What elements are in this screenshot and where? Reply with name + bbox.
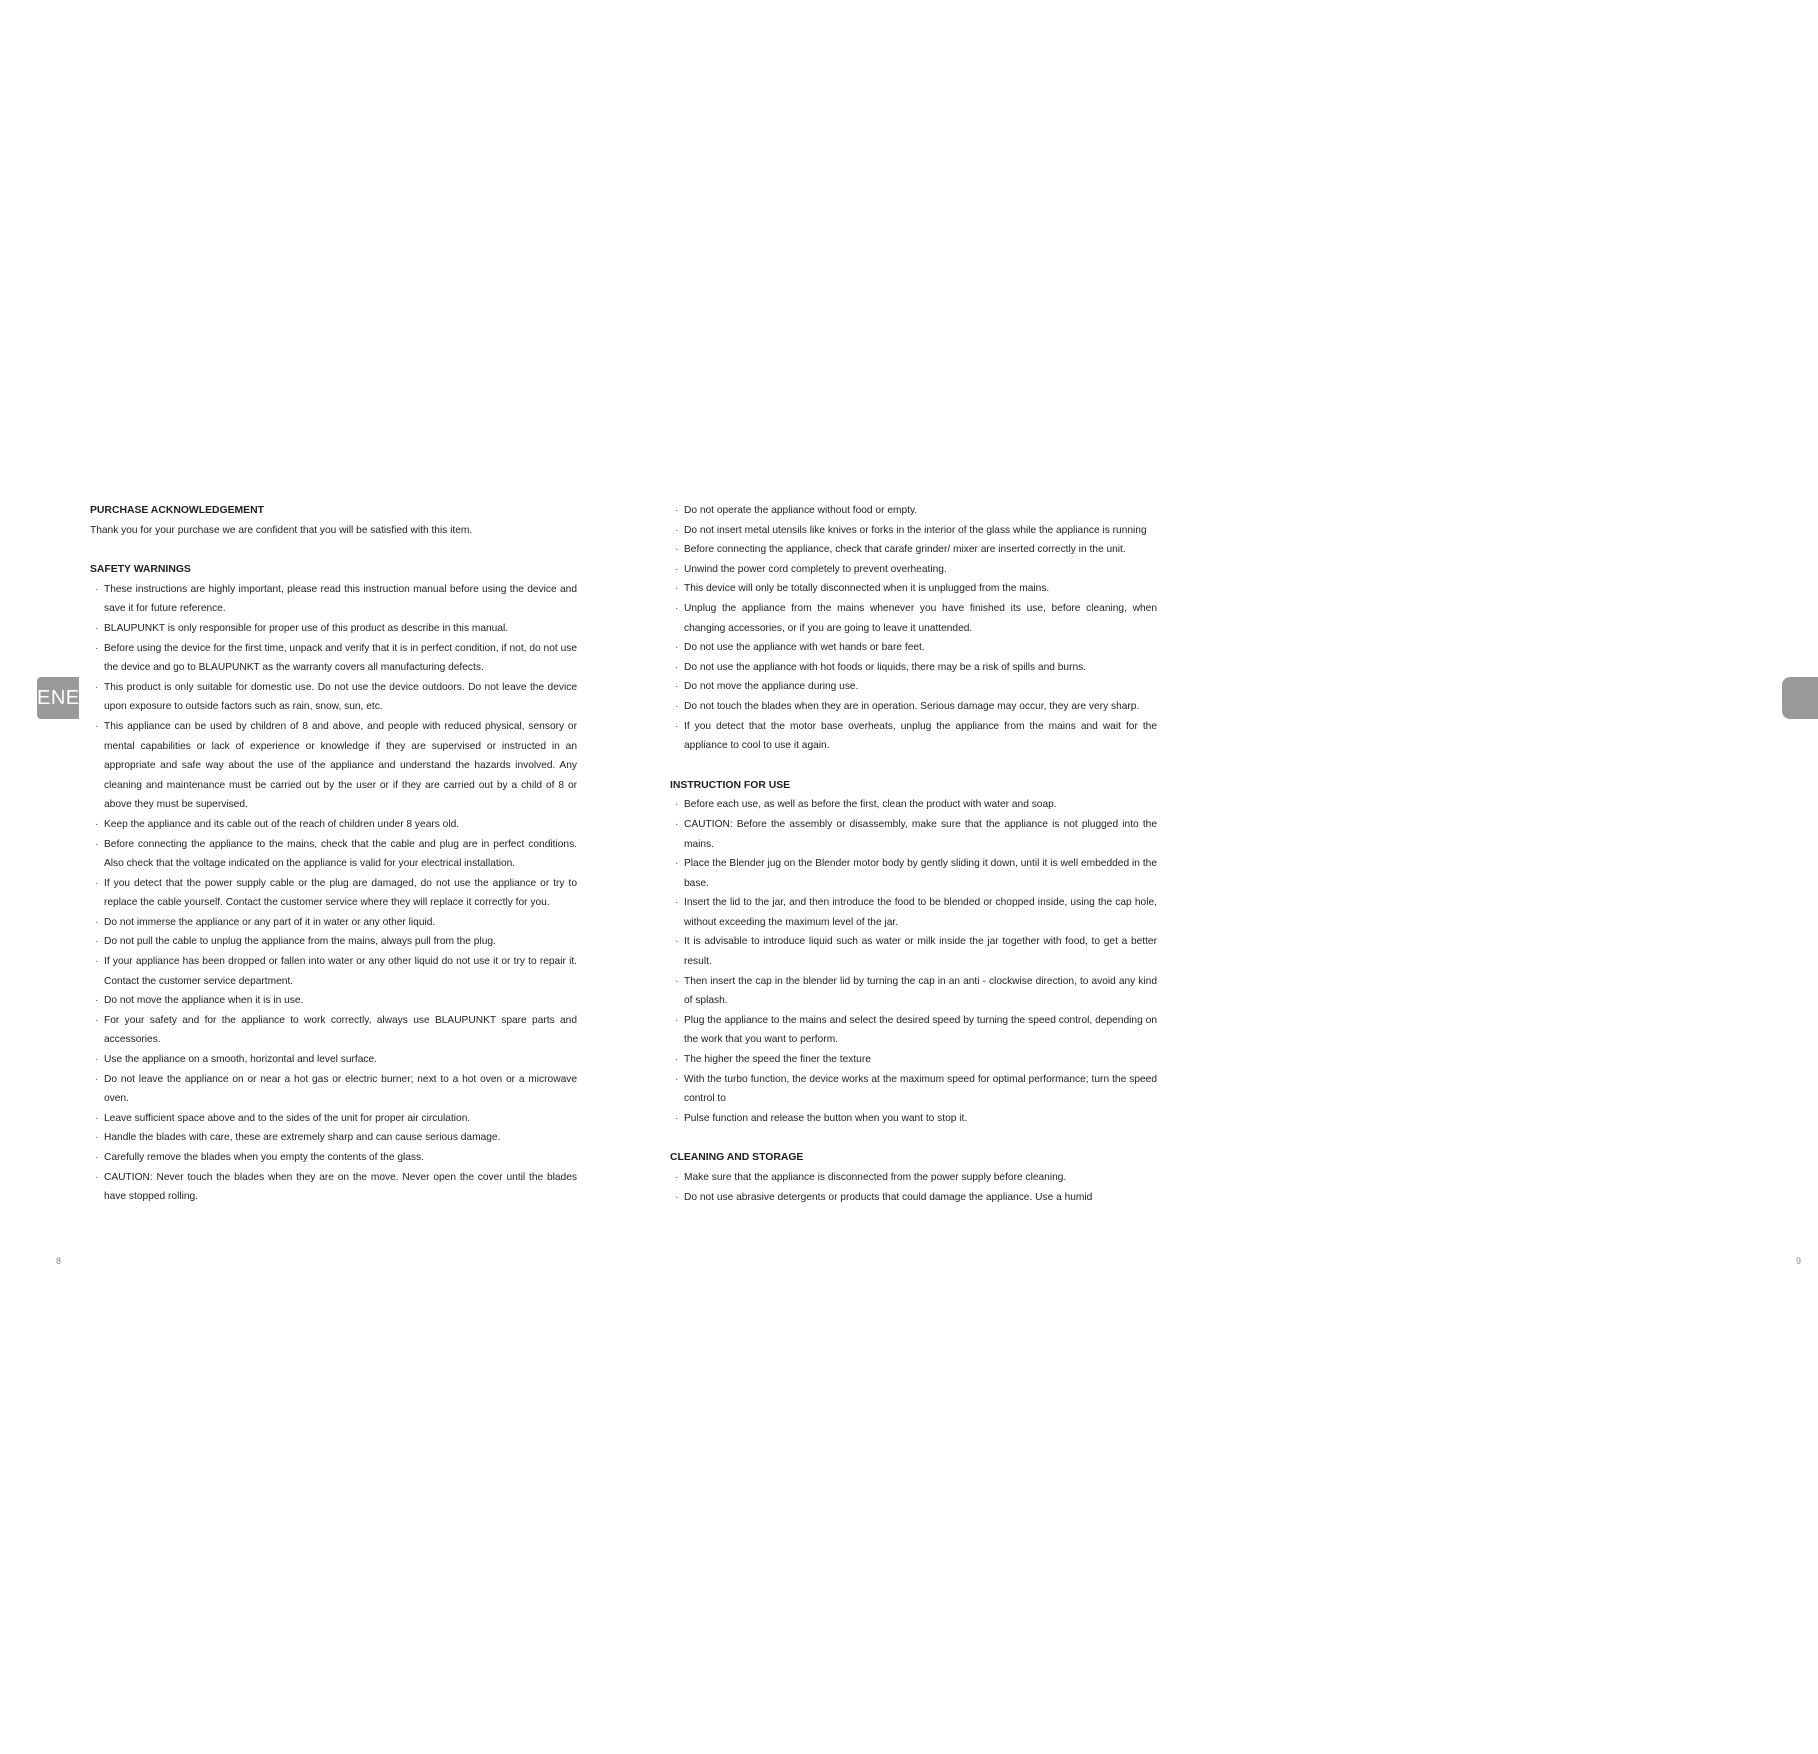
list-item: · Before connecting the appliance, check that carafe grinder/ mixer are inserted correctly in the unit. [670, 540, 1157, 560]
list-item: · These instructions are highly important, please read this instruction manual before using the device and save it for future reference. [90, 580, 577, 619]
cleaning-list [670, 1168, 1157, 1207]
page-number: 9 [1796, 1256, 1802, 1266]
list-item: · Before connecting the appliance to the mains, check that the cable and plug are in perfect conditions. Also check that the voltage indicated on the appliance is valid for your electrical installation. [90, 835, 577, 874]
list-item: · Do not operate the appliance without food or empty. [670, 501, 1157, 521]
list-item: · This appliance can be used by children of 8 and above, and people with reduced physical, sensory or mental capabilities or lack of experience or knowledge if they are supervised or instructed in an appropriate and safe way about the use of the appliance and understand the hazards involved. Any cleaning and maintenance must be carried out by the user or if they are carried out by a child of 8 or above they must be supervised. [90, 717, 577, 815]
list-item: · With the turbo function, the device works at the maximum speed for optimal performance; turn the speed control to [670, 1070, 1157, 1109]
page-number: 8 [56, 1256, 62, 1266]
right-page [620, 0, 1802, 1754]
list-item: · Make sure that the appliance is disconnected from the power supply before cleaning. [670, 1168, 1157, 1188]
list-item: · Then insert the cap in the blender lid by turning the cap in an anti - clockwise direction, to avoid any kind of splash. [670, 972, 1157, 1011]
list-item: · Use the appliance on a smooth, horizontal and level surface. [90, 1050, 577, 1070]
list-item: · Do not move the appliance when it is in use. [90, 991, 577, 1011]
list-item: · Place the Blender jug on the Blender motor body by gently sliding it down, until it is well embedded in the base. [670, 854, 1157, 893]
list-item: · Before using the device for the first time, unpack and verify that it is in perfect condition, if not, do not use the device and go to BLAUPUNKT as the warranty covers all manufacturing defects. [90, 639, 577, 678]
list-item: · Do not immerse the appliance or any part of it in water or any other liquid. [90, 913, 577, 933]
right-column [670, 501, 1157, 1227]
section-heading: PURCHASE ACKNOWLEDGEMENT [90, 505, 264, 516]
list-item: · Do not insert metal utensils like knives or forks in the interior of the glass while the appliance is running [670, 521, 1157, 541]
list-item: · Pulse function and release the button when you want to stop it. [670, 1109, 1157, 1129]
list-item: · If your appliance has been dropped or fallen into water or any other liquid do not use it or try to repair it. Contact the customer service department. [90, 952, 577, 991]
list-item: · This product is only suitable for domestic use. Do not use the device outdoors. Do not leave the device upon exposure to outside factors such as rain, snow, sun, etc. [90, 678, 577, 717]
list-item: · CAUTION: Before the assembly or disassembly, make sure that the appliance is not plugged into the mains. [670, 815, 1157, 854]
list-item: · If you detect that the power supply cable or the plug are damaged, do not use the appliance or try to replace the cable yourself. Contact the customer service where they will replace it correctly for you. [90, 874, 577, 913]
side-tab [1782, 677, 1818, 719]
list-item: · BLAUPUNKT is only responsible for proper use of this product as describe in this manual. [90, 619, 577, 639]
list-item: · For your safety and for the appliance to work correctly, always use BLAUPUNKT spare parts and accessories. [90, 1011, 577, 1050]
list-item: · Do not use the appliance with wet hands or bare feet. [670, 638, 1157, 658]
list-item: · Before each use, as well as before the first, clean the product with water and soap. [670, 795, 1157, 815]
list-item: · Handle the blades with care, these are extremely sharp and can cause serious damage. [90, 1128, 577, 1148]
intro-text: Thank you for your purchase we are confident that you will be satisfied with this item. [90, 524, 473, 536]
list-item: · Keep the appliance and its cable out of the reach of children under 8 years old. [90, 815, 577, 835]
safety-list [90, 580, 577, 1207]
list-item: · Do not move the appliance during use. [670, 677, 1157, 697]
list-item: · Do not use abrasive detergents or products that could damage the appliance. Use a humid [670, 1188, 1157, 1208]
section-heading: INSTRUCTION FOR USE [670, 779, 791, 791]
list-item: · Do not pull the cable to unplug the appliance from the mains, always pull from the plug. [90, 932, 577, 952]
list-item: · Plug the appliance to the mains and select the desired speed by turning the speed control, depending on the work that you want to perform. [670, 1011, 1157, 1050]
list-item: · Insert the lid to the jar, and then introduce the food to be blended or chopped inside, using the cap hole, without exceeding the maximum level of the jar. [670, 893, 1157, 932]
language-tab: ENE [37, 677, 79, 719]
list-item: · The higher the speed the finer the texture [670, 1050, 1157, 1070]
list-item: · If you detect that the motor base overheats, unplug the appliance from the mains and wait for the appliance to cool to use it again. [670, 717, 1157, 756]
list-item: · Carefully remove the blades when you empty the contents of the glass. [90, 1148, 577, 1168]
list-item: · Do not use the appliance with hot foods or liquids, there may be a risk of spills and burns. [670, 658, 1157, 678]
list-item: · Unplug the appliance from the mains whenever you have finished its use, before cleaning, when changing accessories, or if you are going to leave it unattended. [670, 599, 1157, 638]
list-item: · Leave sufficient space above and to the sides of the unit for proper air circulation. [90, 1109, 577, 1129]
left-column [90, 501, 577, 1227]
section-heading: CLEANING AND STORAGE [670, 1152, 804, 1164]
safety-list-continued [670, 501, 1157, 756]
list-item: · Do not touch the blades when they are in operation. Serious damage may occur, they are very sharp. [670, 697, 1157, 717]
list-item: · Unwind the power cord completely to prevent overheating. [670, 560, 1157, 580]
left-page [0, 0, 620, 1754]
list-item: · CAUTION: Never touch the blades when they are on the move. Never open the cover until the blades have stopped rolling. [90, 1168, 577, 1207]
list-item: · This device will only be totally disconnected when it is unplugged from the mains. [670, 579, 1157, 599]
list-item: · It is advisable to introduce liquid such as water or milk inside the jar together with food, to get a better result. [670, 932, 1157, 971]
section-heading: SAFETY WARNINGS [90, 564, 191, 576]
instruction-list [670, 795, 1157, 1128]
list-item: · Do not leave the appliance on or near a hot gas or electric burner; next to a hot oven or a microwave oven. [90, 1070, 577, 1109]
